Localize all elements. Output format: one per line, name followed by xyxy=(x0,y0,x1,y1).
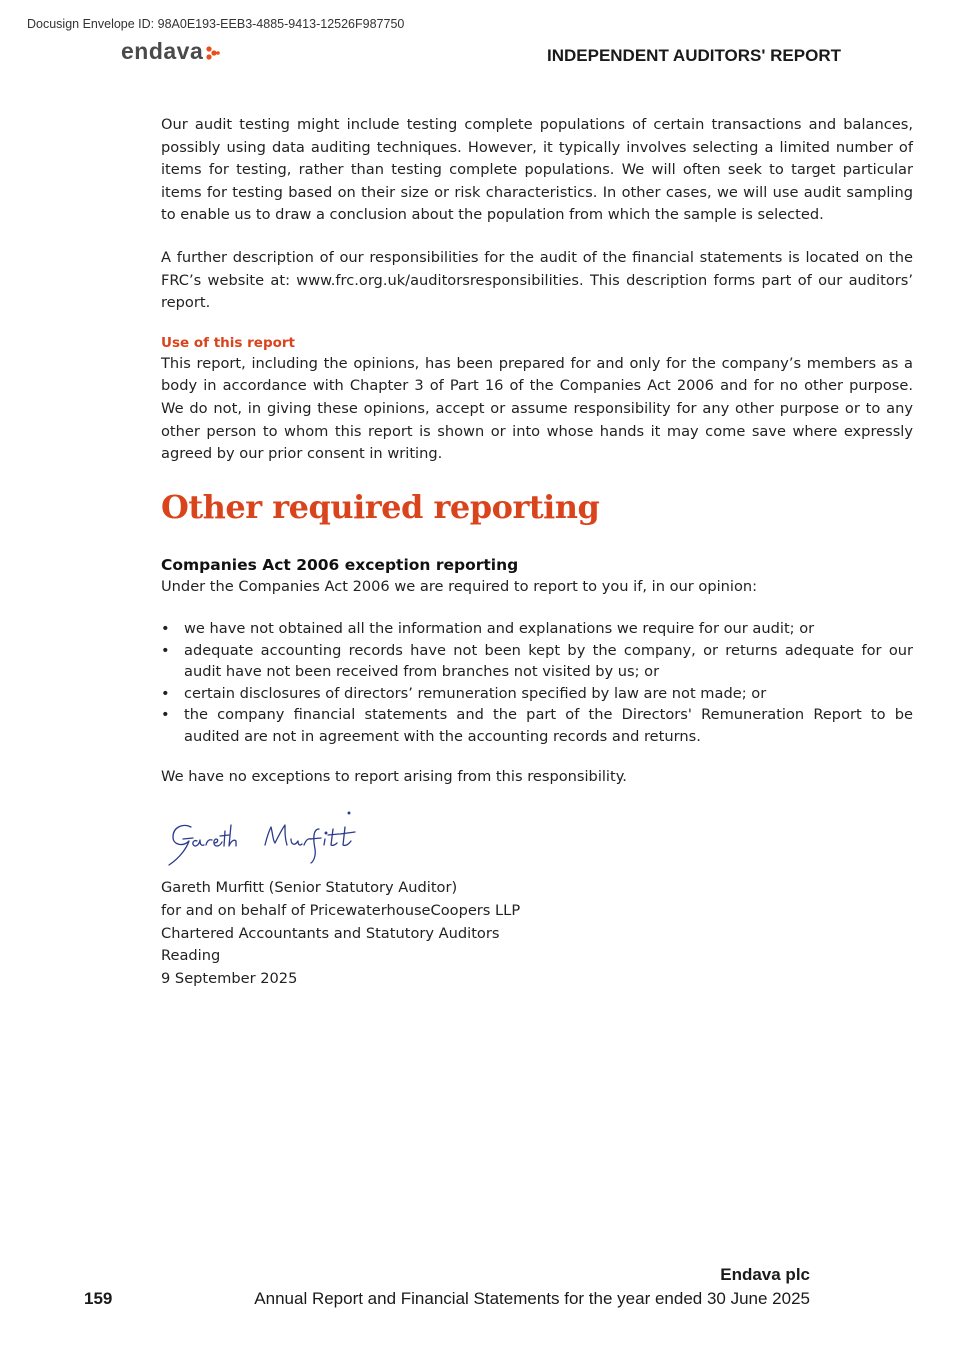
signatory-date: 9 September 2025 xyxy=(161,970,298,988)
responsibilities-paragraph: A further description of our responsibilities for the audit of the financial statements is located on the FRC’s website at: www.frc.org.uk/auditorsresponsibilities. This description forms part of our auditors’ report. xyxy=(161,248,913,312)
exception-list xyxy=(161,618,913,747)
companies-act-intro: Under the Companies Act 2006 we are required to report to you if, in our opinion: xyxy=(161,577,758,595)
bullet-icon: • xyxy=(161,620,170,638)
page-number: 159 xyxy=(84,1289,113,1308)
docusign-envelope-id: Docusign Envelope ID: 98A0E193-EEB3-4885-9413-12526F987750 xyxy=(27,17,405,31)
logo-mark-icon xyxy=(205,45,221,61)
signatory-role: Chartered Accountants and Statutory Auditors xyxy=(161,924,500,942)
signatory-location: Reading xyxy=(161,947,221,965)
list-item xyxy=(161,640,913,683)
report-content xyxy=(161,114,913,991)
signatory-firm: for and on behalf of PricewaterhouseCoopers LLP xyxy=(161,901,521,919)
list-item xyxy=(161,618,913,640)
list-item-text: we have not obtained all the information and explanations we require for our audit; or xyxy=(184,620,815,638)
footer-description: Annual Report and Financial Statements for the year ended 30 June 2025 xyxy=(254,1289,810,1308)
companies-act-heading: Companies Act 2006 exception reporting xyxy=(161,555,519,574)
signatory-name: Gareth Murfitt (Senior Statutory Auditor) xyxy=(161,878,458,896)
use-of-report-paragraph: This report, including the opinions, has been prepared for and only for the company’s members as a body in accordance with Chapter 3 of Part 16 of the Companies Act 2006 and for no other purpose. We do not, in giving these opinions, accept or assume responsibility for any other purpose or to any other person to whom this report is shown or into whose hands it may come save where expressly agreed by our prior consent in writing. xyxy=(161,354,913,463)
list-item xyxy=(161,683,913,705)
audit-testing-paragraph: Our audit testing might include testing complete populations of certain transactions and balances, possibly using data auditing techniques. However, it typically involves selecting a limited number of items for testing, rather than testing complete populations. We will often seek to target particular items for testing based on their size or risk characteristics. In other cases, we will use audit sampling to enable us to draw a conclusion about the population from which the sample is selected. xyxy=(161,116,913,224)
no-exceptions-statement: We have no exceptions to report arising from this responsibility. xyxy=(161,768,627,786)
signature-block xyxy=(161,877,913,991)
list-item xyxy=(161,704,913,747)
list-item-text: certain disclosures of directors’ remuneration specified by law are not made; or xyxy=(184,684,767,702)
bullet-icon: • xyxy=(161,641,170,659)
footer-company-name: Endava plc xyxy=(720,1265,810,1284)
signature-graphic xyxy=(161,805,381,877)
list-item-text: adequate accounting records have not been kept by the company, or returns adequate for our audit have not been received from branches not visited by us; or xyxy=(184,641,913,681)
bullet-icon: • xyxy=(161,684,170,702)
endava-logo xyxy=(121,38,221,65)
handwritten-signature xyxy=(161,805,913,877)
report-header-title: INDEPENDENT AUDITORS' REPORT xyxy=(546,46,841,65)
logo-text: endava xyxy=(121,38,204,64)
use-of-report-heading: Use of this report xyxy=(161,334,295,351)
bullet-icon: • xyxy=(161,706,170,724)
list-item-text: the company financial statements and the part of the Directors' Remuneration Report to be audited are not in agreement with the accounting records and returns. xyxy=(184,706,913,745)
section-title: Other required reporting xyxy=(161,487,600,526)
